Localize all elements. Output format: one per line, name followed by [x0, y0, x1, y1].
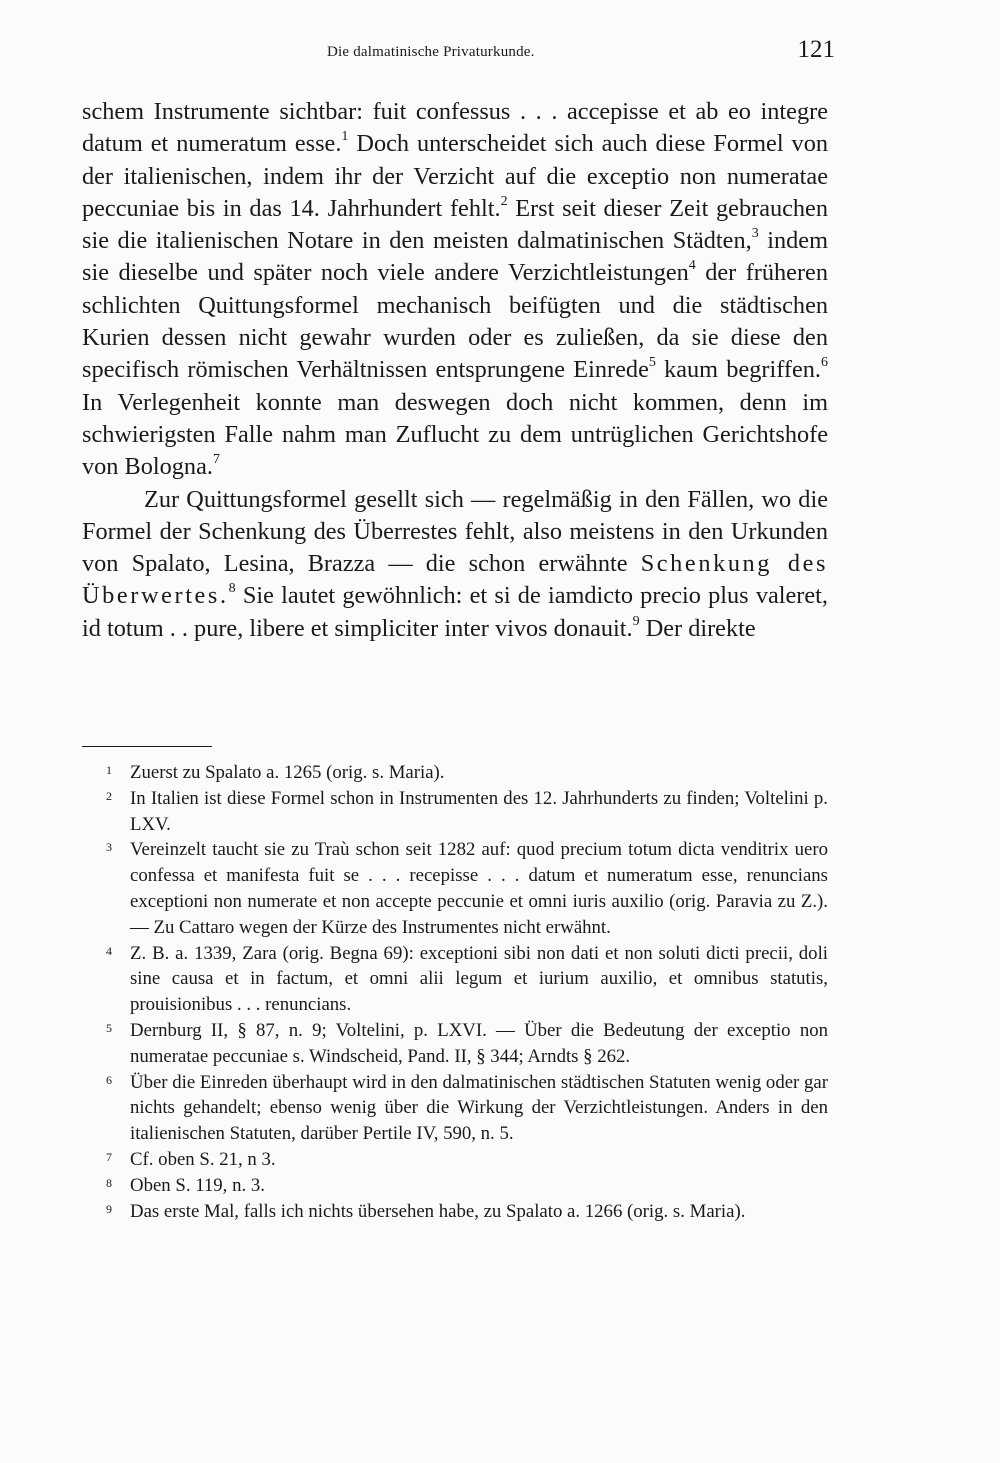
footnote-text: Zuerst zu Spalato a. 1265 (orig. s. Maria).: [130, 762, 445, 783]
text-run: Zur Quittungsformel gesellt sich — regelmäßig in den Fällen, wo die Formel der Schenkung des Überrestes fehlt, also meistens in den Urkunden von Spalato, Lesina, Brazza — die schon erwähnte: [82, 485, 828, 578]
footnote-number: 8: [106, 1175, 112, 1190]
footnote-number: 7: [106, 1149, 112, 1164]
footnote-text: Über die Einreden überhaupt wird in den dalmatinischen städtischen Statuten wenig oder gar nichts gehandelt; ebenso wenig über die Wirkung der Verzichtleistungen. Anders in den italienischen Statuten, darüber Pertile IV, 590, n. 5.: [130, 1071, 828, 1145]
footnote-rule: [82, 746, 212, 747]
footnote-ref: 8: [228, 581, 236, 597]
footnote: [82, 1018, 828, 1070]
footnote: [82, 1173, 828, 1199]
text-run: indem sie dieselbe und später noch viele andere Verzichtleistungen: [82, 227, 828, 287]
spaced-emphasis: Schenkung des Überwertes.: [82, 550, 829, 610]
footnote-number: 3: [106, 840, 112, 855]
footnote-number: 6: [106, 1072, 112, 1087]
footnote-number: 1: [106, 763, 112, 777]
footnote-text: Oben S. 119, n. 3.: [130, 1174, 265, 1196]
footnote-text: Cf. oben S. 21, n 3.: [130, 1148, 276, 1170]
footnote-text: Z. B. a. 1339, Zara (orig. Begna 69): exceptioni sibi non dati et non soluti dicti precii, doli sine causa et in factum, et omni alii legum et iurium auxilio, et omnibus statutis, prouisionibus . . . renuncians.: [130, 942, 828, 1016]
footnote-number: 4: [106, 943, 112, 958]
paragraph: [82, 484, 828, 645]
footnote: [82, 760, 828, 786]
page-number: 121: [797, 36, 835, 63]
footnote-ref: 6: [820, 355, 828, 371]
footnote-ref: 1: [341, 129, 349, 145]
footnote: [82, 1070, 828, 1147]
footnote-number: 2: [106, 788, 112, 803]
paragraph: [82, 96, 828, 484]
footnote-ref: 5: [648, 355, 656, 371]
footnote-text: Dernburg II, § 87, n. 9; Voltelini, p. LXVI. — Über die Bedeutung der exceptio non numeratae peccuniae s. Windscheid, Pand. II, § 344; Arndts § 262.: [130, 1019, 828, 1067]
text-run: Doch unterscheidet sich auch diese Formel von der italienischen, indem ihr der Verzicht auf die exceptio non numeratae peccuniae bis in das 14. Jahrhundert fehlt.: [82, 130, 828, 222]
footnote-ref: 7: [212, 452, 220, 468]
text-run: Der direkte: [639, 614, 756, 642]
footnote-text: In Italien ist diese Formel schon in Instrumenten des 12. Jahrhunderts zu finden; Voltelini p. LXV.: [130, 787, 828, 835]
footnote-ref: 2: [500, 193, 508, 209]
main-text: [82, 96, 828, 645]
text-run: kaum begriffen.: [655, 356, 821, 384]
footnote-ref: 3: [751, 226, 759, 242]
footnotes: [82, 760, 828, 1224]
footnote: [82, 1147, 828, 1173]
running-head: Die dalmatinische Privaturkunde.: [327, 44, 535, 60]
footnote-number: 5: [106, 1020, 112, 1035]
footnote-ref: 9: [632, 613, 640, 629]
text-run: der früheren schlichten Quittungsformel mechanisch beifügten und die städtischen Kurien dessen nicht gewahr wurden oder es zuließen, da sie diese den specifisch römischen Verhältnissen entsprungene Einrede: [82, 259, 828, 384]
footnote-text: Vereinzelt taucht sie zu Traù schon seit 1282 auf: quod precium totum dicta venditrix uero confessa et manifesta fuit se . . . recepisse . . . datum et numeratum esse, renuncians exceptioni non numerate et non accepte peccunie et omni iuris auxilio (orig. Paravia zu Z.). — Zu Cattaro wegen der Kürze des Instrumentes nicht erwähnt.: [130, 839, 828, 938]
footnote-number: 9: [106, 1201, 112, 1216]
page-header: [82, 36, 835, 76]
footnote: [82, 786, 828, 838]
footnote: [82, 941, 828, 1018]
footnote: [82, 837, 828, 940]
text-run: In Verlegenheit konnte man deswegen doch nicht kommen, denn im schwierigsten Falle nahm man Zuflucht zu dem untrüglichen Gerichtshofe von Bologna.: [82, 388, 828, 481]
footnote-ref: 4: [688, 258, 696, 274]
text-run: Sie lautet gewöhnlich: et si de iamdicto precio plus valeret, id totum . . pure, libere et simpliciter inter vivos donauit.: [82, 582, 828, 642]
text-run: schem Instrumente sichtbar: fuit confessus . . . accepisse et ab eo integre datum et numeratum esse.: [82, 98, 828, 158]
footnote: [82, 1199, 828, 1225]
footnote-text: Das erste Mal, falls ich nichts übersehen habe, zu Spalato a. 1266 (orig. s. Maria).: [130, 1200, 746, 1222]
text-run: Erst seit dieser Zeit gebrauchen sie die italienischen Notare in den meisten dalmatinischen Städten,: [82, 194, 828, 255]
